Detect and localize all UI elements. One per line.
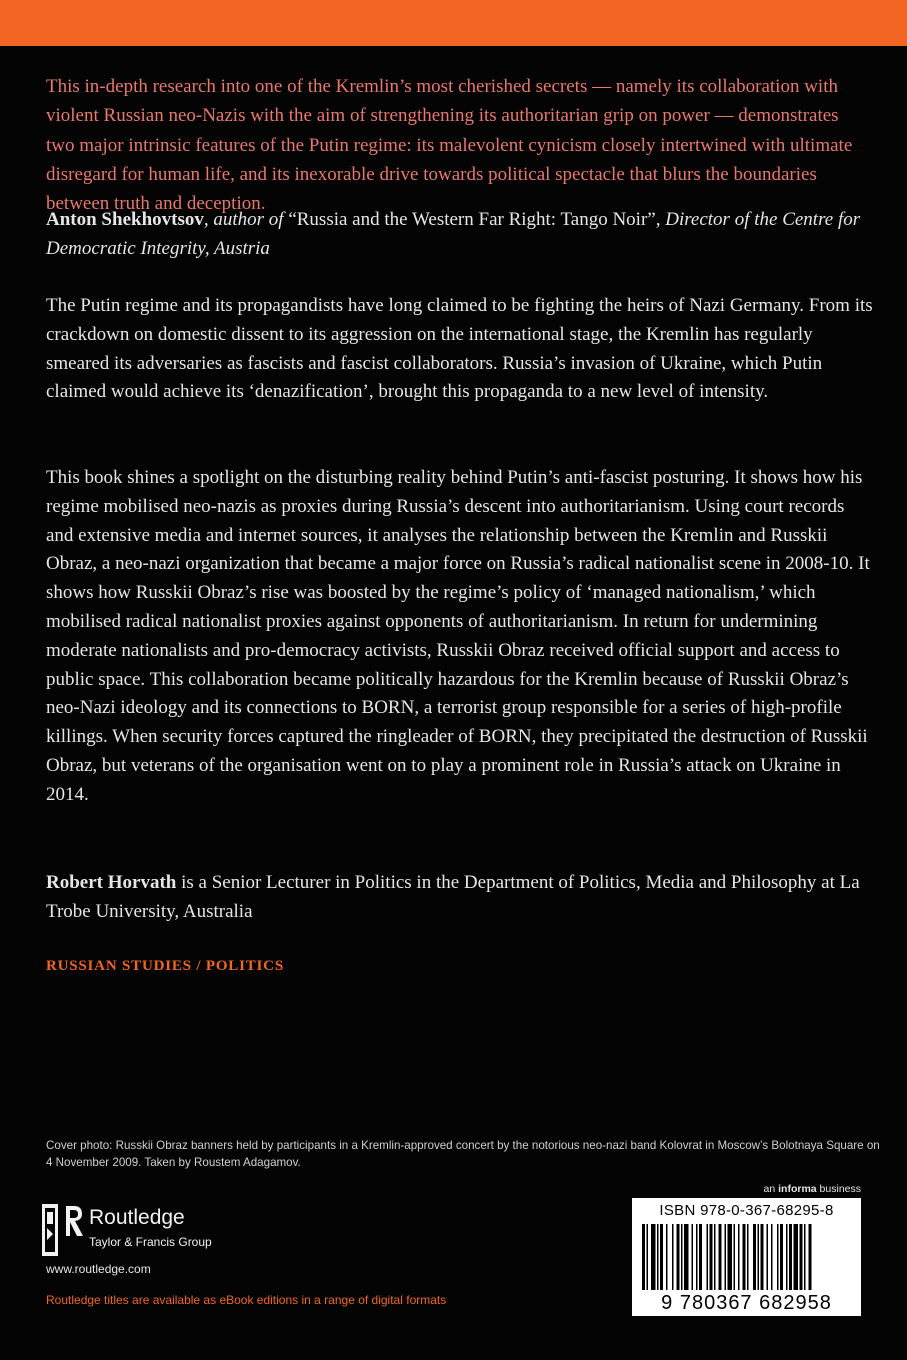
author-name: Robert Horvath (46, 872, 177, 893)
barcode-bar (728, 1224, 733, 1290)
barcode-bar (699, 1224, 702, 1290)
barcode-bar (660, 1224, 663, 1290)
barcode-bar (710, 1224, 713, 1290)
endorser-work: “Russia and the Western Far Right: Tango Noir” (288, 209, 656, 230)
barcode-bar (672, 1224, 674, 1290)
publisher-name: Routledge (89, 1206, 185, 1229)
routledge-r-icon (64, 1206, 84, 1236)
description-paragraph-2: This book shines a spotlight on the disturbing reality behind Putin’s anti-fascist posturing. It shows how his regime mobilised neo-nazis as proxies during Russia’s descent into authoritarianism. Using court records and extensive media and internet sources, it analyses the relationship between the Kremlin and Russkii Obraz, a neo-nazi organization that became a major force on Russia’s radical nationalist scene in 2008-10. It shows how Russkii Obraz’s rise was boosted by the regime’s policy of ‘managed nationalism,’ which mobilised radical nationalist proxies against opponents of authoritarianism. In return for undermining moderate nationalists and pro-democracy activists, Russkii Obraz received official support and access to public space. This collaboration became politically hazardous for the Kremlin because of Russkii Obraz’s neo-Nazi ideology and its connections to BORN, a terrorist group responsible for a series of high-profile killings. When security forces captured the ringleader of BORN, they precipitated the destruction of Russkii Obraz, but veterans of the organisation went on to play a prominent role in Russia’s attack on Ukraine in 2014. (46, 467, 870, 805)
informa-tagline (764, 1183, 861, 1195)
barcode-bar (789, 1224, 792, 1290)
barcode-bar (809, 1224, 812, 1290)
barcode-bar (767, 1224, 769, 1290)
barcode-bar (707, 1224, 709, 1290)
barcode-digits: 9 780367 682958 (661, 1292, 832, 1314)
informa-brand: informa (778, 1183, 817, 1195)
barcode-bar (804, 1224, 806, 1290)
barcode-bar (734, 1224, 736, 1290)
ebook-note: Routledge titles are available as eBook editions in a range of digital formats (46, 1293, 447, 1307)
barcode-bar (777, 1224, 779, 1290)
informa-suffix: business (816, 1183, 861, 1195)
barcode-bar (657, 1224, 659, 1290)
author-bio (46, 868, 866, 927)
barcode-bar (725, 1224, 727, 1290)
barcode-bar (753, 1224, 756, 1290)
endorser-prefix: , author of (203, 209, 289, 230)
description-paragraph-1: The Putin regime and its propagandists have long claimed to be fighting the heirs of Nazi Germany. From its crackdown on domestic dissent to its aggression on the international stage, the Kremlin has regularly smeared its adversaries as fascists and fascist collaborators. Russia’s invasion of Ukraine, which Putin claimed would achieve its ‘denazification’, brought this propaganda to a new level of intensity. (46, 295, 873, 403)
barcode-bar (747, 1224, 749, 1290)
barcode-bar (677, 1224, 680, 1290)
barcode-bar (647, 1224, 649, 1290)
publisher-logo (42, 1204, 242, 1258)
barcode-bar (771, 1224, 773, 1290)
barcode-bar (761, 1224, 764, 1290)
barcode-bar (738, 1224, 740, 1290)
barcode-icon (638, 1224, 855, 1290)
publisher-group: Taylor & Francis Group (89, 1235, 212, 1249)
subject-category: RUSSIAN STUDIES / POLITICS (46, 958, 284, 974)
endorsement-quote: This in-depth research into one of the Kremlin’s most cherished secrets — namely its collaboration with violent Russian neo-Nazis with the aim of strengthening its authoritarian grip on power — demonstrates two major intrinsic features of the Putin regime: its malevolent cynicism closely intertwined with ultimate disregard for human life, and its inexorable drive towards political spectacle that blurs the boundaries between truth and deception. (46, 76, 853, 215)
top-orange-band (0, 0, 907, 46)
endorser-role: , Director of the Centre for Democratic Integrity, Austria (46, 209, 861, 260)
routledge-logo-icon (42, 1204, 58, 1256)
publisher-url[interactable]: www.routledge.com (46, 1262, 151, 1276)
barcode-bar (651, 1224, 656, 1290)
isbn-label: ISBN 978-0-367-68295-8 (659, 1202, 834, 1219)
barcode-bar (743, 1224, 746, 1290)
barcode-bar (714, 1224, 716, 1290)
cover-photo-credit: Cover photo: Russkii Obraz banners held by participants in a Kremlin-approved concert by the notorious neo-nazi band Kolovrat in Moscow’s Bolotnaya Square on 4 November 2009. Taken by Roustem Adagamov. (46, 1139, 880, 1169)
barcode-bar (786, 1224, 788, 1290)
barcode-bar (719, 1224, 722, 1290)
endorsement-attribution (46, 205, 876, 264)
barcode-bar (681, 1224, 683, 1290)
barcode-bar (780, 1224, 783, 1290)
barcode-bar (800, 1224, 803, 1290)
barcode-bar (684, 1224, 689, 1290)
endorser-name: Anton Shekhovtsov (46, 209, 204, 230)
barcode-bar (692, 1224, 694, 1290)
informa-prefix: an (763, 1183, 779, 1195)
barcode-bar (666, 1224, 668, 1290)
barcode-bar (642, 1224, 645, 1290)
barcode-bar (758, 1224, 760, 1290)
barcode-bar (794, 1224, 799, 1290)
author-bio-text: is a Senior Lecturer in Politics in the Department of Politics, Media and Philosophy at La Trobe University, Australia (46, 872, 860, 923)
barcode-bar (696, 1224, 698, 1290)
isbn-barcode-box (632, 1198, 861, 1316)
